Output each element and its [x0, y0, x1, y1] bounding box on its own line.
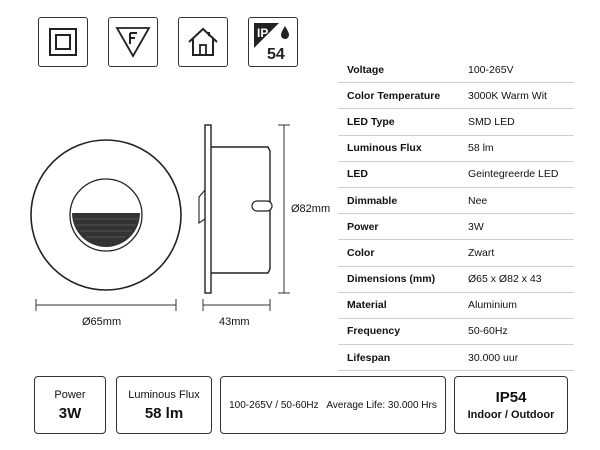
luminous-flux-card-label: Luminous Flux: [128, 388, 200, 401]
spec-key: LED: [338, 161, 459, 187]
certification-icons: [38, 17, 298, 67]
table-row: [338, 57, 574, 83]
electrical-info-card: [220, 376, 446, 434]
spec-value: SMD LED: [459, 109, 574, 135]
table-row: [338, 135, 574, 161]
side-height-label: Ø82mm: [291, 203, 331, 215]
technical-drawing: [0, 95, 335, 345]
spec-key: Color: [338, 240, 459, 266]
spec-value: Ø65 x Ø82 x 43: [459, 266, 574, 292]
spec-value: Geintegreerde LED: [459, 161, 574, 187]
table-row: [338, 161, 574, 187]
spec-key: Voltage: [338, 57, 459, 83]
front-width-label: Ø65mm: [82, 316, 122, 328]
front-view-drawing: [31, 140, 181, 290]
spec-value: 100-265V: [459, 57, 574, 83]
spec-key: LED Type: [338, 109, 459, 135]
table-row: [338, 214, 574, 240]
power-card-value: 3W: [58, 404, 82, 422]
ip-rating-value: IP54: [495, 389, 527, 406]
table-row: [338, 240, 574, 266]
spec-key: Luminous Flux: [338, 135, 459, 161]
table-row: [338, 187, 574, 213]
spec-key: Material: [338, 292, 459, 318]
spec-key: Frequency: [338, 318, 459, 344]
side-view-drawing: [199, 125, 272, 293]
spec-value: 58 lm: [459, 135, 574, 161]
spec-value: Aluminium: [459, 292, 574, 318]
spec-key: Lifespan: [338, 345, 459, 371]
spec-key: Power: [338, 214, 459, 240]
luminous-flux-card-value: 58 lm: [144, 404, 184, 422]
table-row: [338, 292, 574, 318]
electrical-info-text: 100-265V / 50-60Hz Average Life: 30.000 Hrs: [229, 399, 437, 411]
table-row: [338, 109, 574, 135]
power-card: [34, 376, 106, 434]
side-depth-label: 43mm: [219, 316, 250, 328]
table-row: [338, 266, 574, 292]
spec-value: Zwart: [459, 240, 574, 266]
power-card-label: Power: [54, 388, 86, 401]
spec-key: Dimmable: [338, 187, 459, 213]
spec-value: 3000K Warm Wit: [459, 83, 574, 109]
spec-key: Dimensions (mm): [338, 266, 459, 292]
ip54-rating-icon: [248, 17, 298, 67]
ip-icon-text-bottom: 54: [267, 46, 285, 62]
table-row: [338, 318, 574, 344]
spec-value: 30.000 uur: [459, 345, 574, 371]
ip-usage-text: Indoor / Outdoor: [467, 409, 555, 421]
spec-table: [338, 57, 574, 371]
ip-rating-card: [454, 376, 568, 434]
spec-value: 50-60Hz: [459, 318, 574, 344]
spec-value: Nee: [459, 187, 574, 213]
side-depth-dimension: [203, 299, 270, 311]
front-width-dimension: [36, 299, 176, 311]
class-ii-double-insulation-icon: [38, 17, 88, 67]
luminous-flux-card: [116, 376, 212, 434]
table-row: [338, 83, 574, 109]
f-mark-triangle-icon: [108, 17, 158, 67]
table-row: [338, 345, 574, 371]
spec-key: Color Temperature: [338, 83, 459, 109]
side-height-dimension: [278, 125, 290, 293]
spec-value: 3W: [459, 214, 574, 240]
indoor-house-icon: [178, 17, 228, 67]
ip-icon-text-top: IP: [257, 26, 269, 40]
